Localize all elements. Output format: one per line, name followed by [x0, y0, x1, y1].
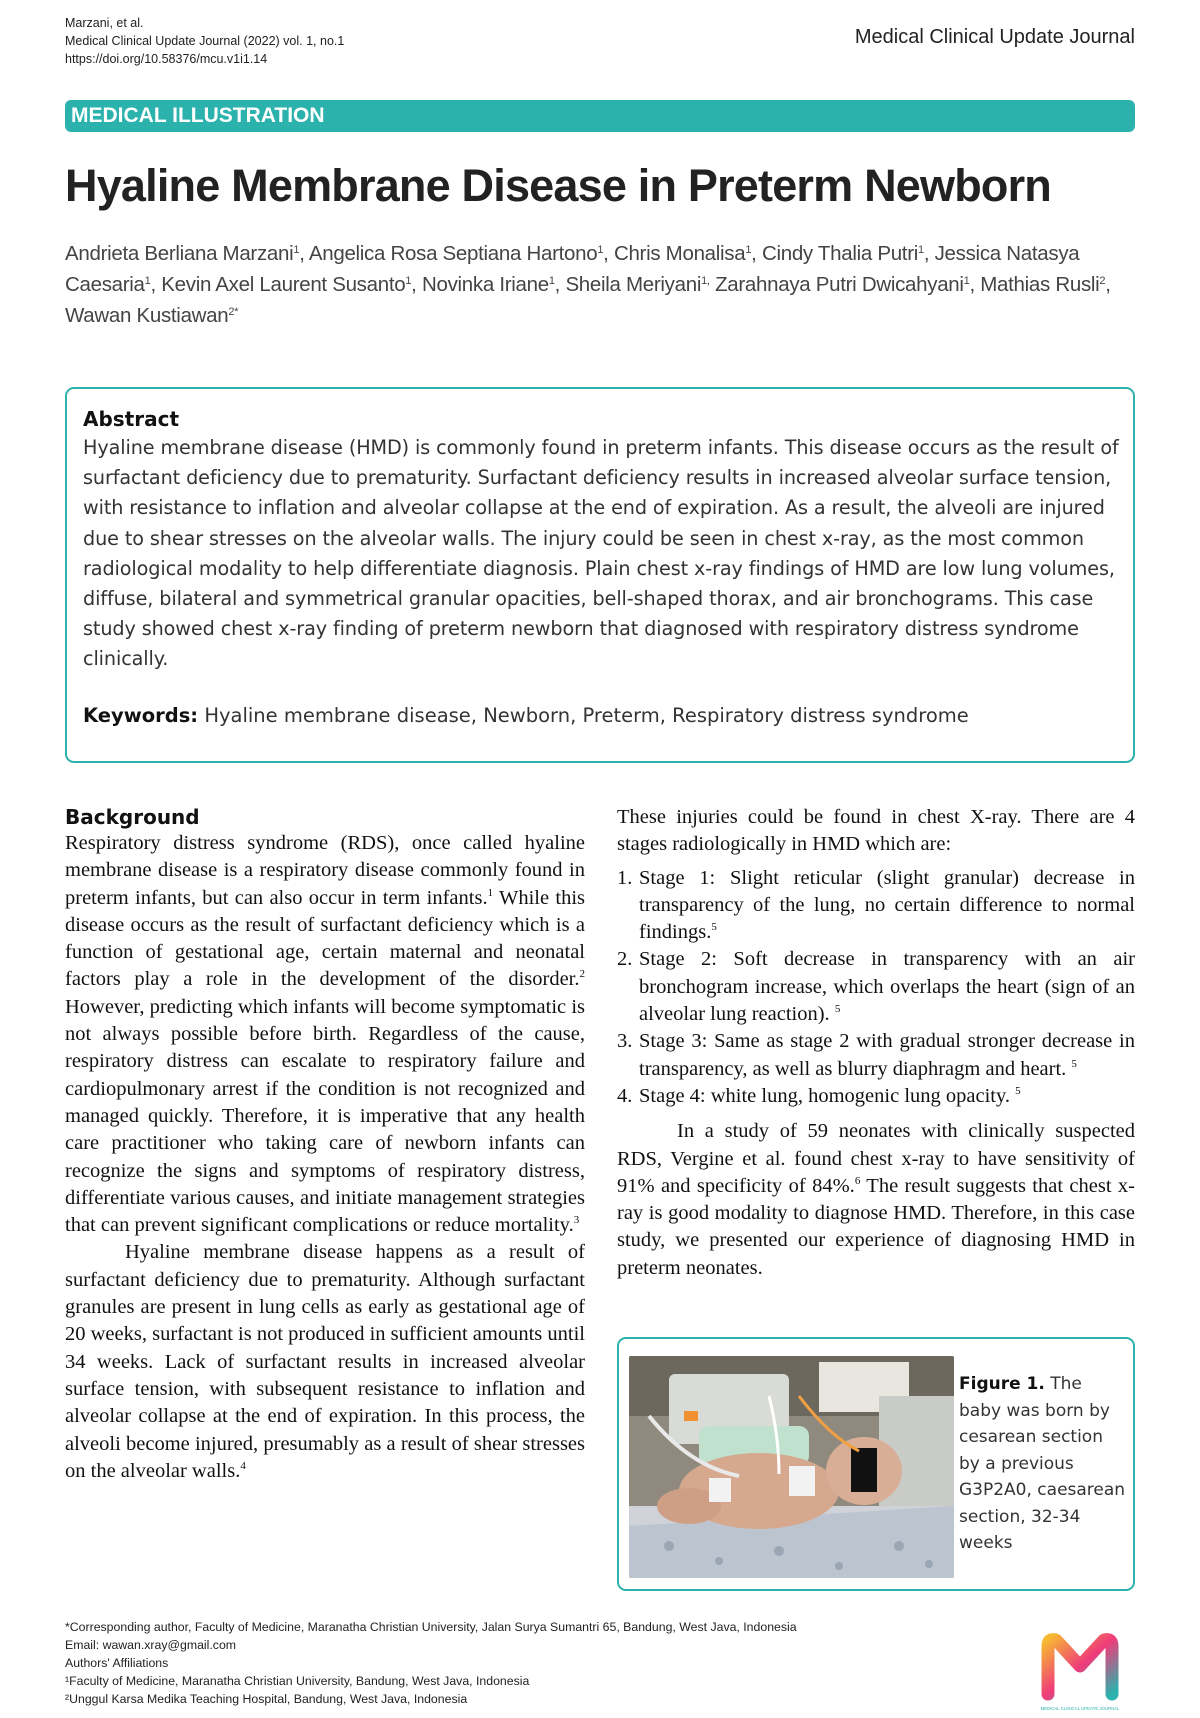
author-affiliation-mark: 1 — [597, 244, 604, 256]
figure-caption-text: The baby was born by cesarean section by a previous G3P2A0, caesarean section, 32-34 weeks — [959, 1374, 1126, 1553]
newborn-photo — [629, 1356, 954, 1578]
logo-m-icon — [1040, 1630, 1120, 1716]
author-short: Marzani, et al. — [65, 16, 144, 30]
citation-mark: 5 — [711, 921, 717, 934]
author-separator: , — [751, 242, 762, 265]
author-separator: , — [969, 273, 981, 296]
stage-item — [617, 865, 1135, 947]
author-name: Kevin Axel Laurent Susanto — [161, 273, 406, 296]
author-separator: , — [923, 242, 935, 265]
figure-1 — [617, 1337, 1135, 1591]
abstract-heading: Abstract — [83, 407, 180, 431]
author-affiliation-mark: 2* — [228, 306, 239, 318]
background-heading: Background — [65, 805, 200, 829]
stage-number: 1. — [617, 866, 633, 889]
author-name: Sheila Meriyani — [565, 273, 702, 296]
author-affiliation-mark: 1 — [745, 244, 752, 256]
author-name: Jessica Natasya Caesaria — [65, 242, 1080, 296]
affiliation-1: ¹Faculty of Medicine, Maranatha Christian University, Bandung, West Java, Indonesia — [65, 1674, 530, 1688]
article-title: Hyaline Membrane Disease in Preterm Newborn — [65, 160, 1051, 211]
citation: Medical Clinical Update Journal (2022) vol. 1, no.1 — [65, 34, 345, 48]
keywords-text: Hyaline membrane disease, Newborn, Preterm, Respiratory distress syndrome — [204, 703, 969, 727]
logo-text: MEDICAL CLINICAL UPDATE JOURNAL — [1040, 1706, 1120, 1711]
author-separator: , — [411, 273, 422, 296]
stages-intro: These injuries could be found in chest X-ray. There are 4 stages radiologically in HMD which are: — [617, 806, 1135, 856]
author-separator: , — [299, 242, 309, 265]
text-run: The result suggests that chest x-ray is good modality to diagnose HMD. Therefore, in this case study, we presented our experience of diagnosing HMD in preterm neonates. — [617, 1174, 1135, 1279]
author-name: Cindy Thalia Putri — [761, 242, 918, 265]
email[interactable]: Email: wawan.xray@gmail.com — [65, 1638, 237, 1652]
author-affiliation-mark: 1 — [917, 244, 924, 256]
citation-mark: 5 — [1015, 1084, 1021, 1097]
text-run: Respiratory distress syndrome (RDS), once called hyaline membrane disease is a respiratory disease commonly found in preterm infants, but can also occur in term infants. — [65, 832, 585, 909]
author-name: Angelica Rosa Septiana Hartono — [308, 242, 598, 265]
stage-number: 3. — [617, 1030, 633, 1053]
citation-mark: 5 — [834, 1003, 841, 1016]
author-list — [65, 238, 1145, 331]
stage-text: Stage 3: Same as stage 2 with gradual stronger decrease in transparency, as well as blurry diaphragm and heart. — [639, 1030, 1135, 1080]
stage-text: Stage 2: Soft decrease in transparency with an air bronchogram increase, which overlaps the heart (sign of an alveolar lung reaction). — [639, 948, 1135, 1026]
text-run: Hyaline membrane disease happens as a result of surfactant deficiency due to prematurity. Although surfactant granules are present in lung cells as early as gestational age of 20 weeks, surfactant is not produced in sufficient amounts until 34 weeks. Lack of surfactant results in increased alveolar surface tension, with subsequent resistance to inflation and alveolar collapse at the end of expiration. In this process, the alveoli become injured, presumably as a result of shear stresses on the alveolar walls. — [65, 1241, 585, 1482]
author-separator: , — [1105, 273, 1111, 296]
citation-mark: 5 — [1071, 1057, 1077, 1070]
category-banner: MEDICAL ILLUSTRATION — [65, 100, 1135, 132]
citation-mark: 4 — [240, 1459, 246, 1472]
author-affiliation-mark: 1 — [405, 275, 412, 287]
author-affiliation-mark: 2 — [1099, 275, 1106, 287]
abstract-text: Hyaline membrane disease (HMD) is commonly found in preterm infants. This disease occurs as the result of surfactant deficiency due to prematurity. Surfactant deficiency results in increased alveolar surface tension, with resistance to inflation and alveolar collapse at the end of expiration. As a result, the alveoli are injured due to shear stresses on the alveolar walls. The injury could be seen in chest x-ray, as the most common radiological modality to help differentiate diagnosis. Plain chest x-ray findings of HMD are low lung volumes, diffuse, bilateral and symmetrical granular opacities, bell-shaped thorax, and air bronchograms. This case study showed chest x-ray finding of preterm newborn that diagnosed with respiratory distress syndrome clinically. — [83, 436, 1119, 671]
text-run: While this disease occurs as the result of surfactant deficiency which is a function of gestational age, certain maternal and neonatal factors play a role in the development of the disorder. — [65, 886, 585, 991]
author-name: Mathias Rusli — [980, 273, 1100, 296]
author-separator: , — [603, 242, 614, 265]
author-name: Andrieta Berliana Marzani — [65, 242, 294, 265]
text-run: In a study of 59 neonates with clinically suspected RDS, Vergine et al. found chest x-ray to have sensitivity of 91% and specificity of 84%. — [617, 1120, 1135, 1197]
author-name: Novinka Iriane — [421, 273, 549, 296]
journal-name: Medical Clinical Update Journal — [854, 26, 1135, 48]
figure-caption — [959, 1371, 1129, 1557]
stage-item — [617, 1083, 1135, 1110]
stage-list — [617, 865, 1135, 1111]
stage-text: Stage 4: white lung, homogenic lung opacity. — [639, 1084, 1016, 1107]
citation-mark: 3 — [573, 1214, 580, 1227]
corresponding-author: *Corresponding author, Faculty of Medicine, Maranatha Christian University, Jalan Surya Sumantri 65, Bandung, West Java, Indonesia — [65, 1620, 797, 1634]
journal-logo — [1040, 1630, 1120, 1716]
author-name: Zarahnaya Putri Dwicahyani — [715, 273, 964, 296]
author-name: Chris Monalisa — [613, 242, 746, 265]
right-column — [617, 804, 1135, 1282]
study-paragraph — [617, 1118, 1135, 1282]
author-affiliation-mark: 1 — [144, 275, 151, 287]
figure-photo — [629, 1356, 954, 1578]
doi-link[interactable]: https://doi.org/10.58376/mcu.v1i1.14 — [65, 52, 268, 66]
running-header — [65, 14, 344, 68]
citation-mark: 2 — [579, 968, 585, 981]
author-separator: , — [150, 273, 162, 296]
author-name: Wawan Kustiawan — [65, 304, 229, 327]
text-run: However, predicting which infants will become symptomatic is not always possible before birth. Regardless of the cause, respiratory distress can escalate to respiratory failure and cardiopulmonary arrest if the condition is not recognized and managed quickly. Therefore, it is imperative that any health care practitioner who taking care of newborn infants can recognize the signs and symptoms of respiratory distress, differentiate various causes, and initiate management strategies that can prevent significant complications or reduce mortality. — [65, 995, 585, 1237]
figure-label: Figure 1. — [959, 1374, 1045, 1394]
author-affiliation-mark: 1 — [548, 275, 555, 287]
stage-text: Stage 1: Slight reticular (slight granular) decrease in transparency of the lung, no certain difference to normal findings. — [639, 866, 1135, 944]
author-affiliation-mark: 1 — [963, 275, 970, 287]
affiliation-2: ²Unggul Karsa Medika Teaching Hospital, Bandung, West Java, Indonesia — [65, 1692, 468, 1706]
citation-mark: 6 — [854, 1174, 861, 1187]
footnotes — [65, 1618, 797, 1708]
left-column — [65, 804, 585, 1485]
affiliations-label: Authors' Affiliations — [65, 1656, 169, 1670]
background-paragraph-2 — [65, 1239, 585, 1485]
author-affiliation-mark: 1, — [701, 275, 710, 287]
stage-number: 4. — [617, 1084, 633, 1107]
citation-mark: 1 — [487, 886, 494, 899]
author-separator: , — [554, 273, 566, 296]
abstract-box — [65, 387, 1135, 763]
keywords-label: Keywords: — [83, 703, 199, 727]
stage-number: 2. — [617, 948, 633, 971]
stage-item — [617, 946, 1135, 1028]
author-affiliation-mark: 1 — [293, 244, 300, 256]
stage-item — [617, 1028, 1135, 1083]
background-paragraph-1 — [65, 830, 585, 1239]
keywords — [83, 701, 1119, 731]
